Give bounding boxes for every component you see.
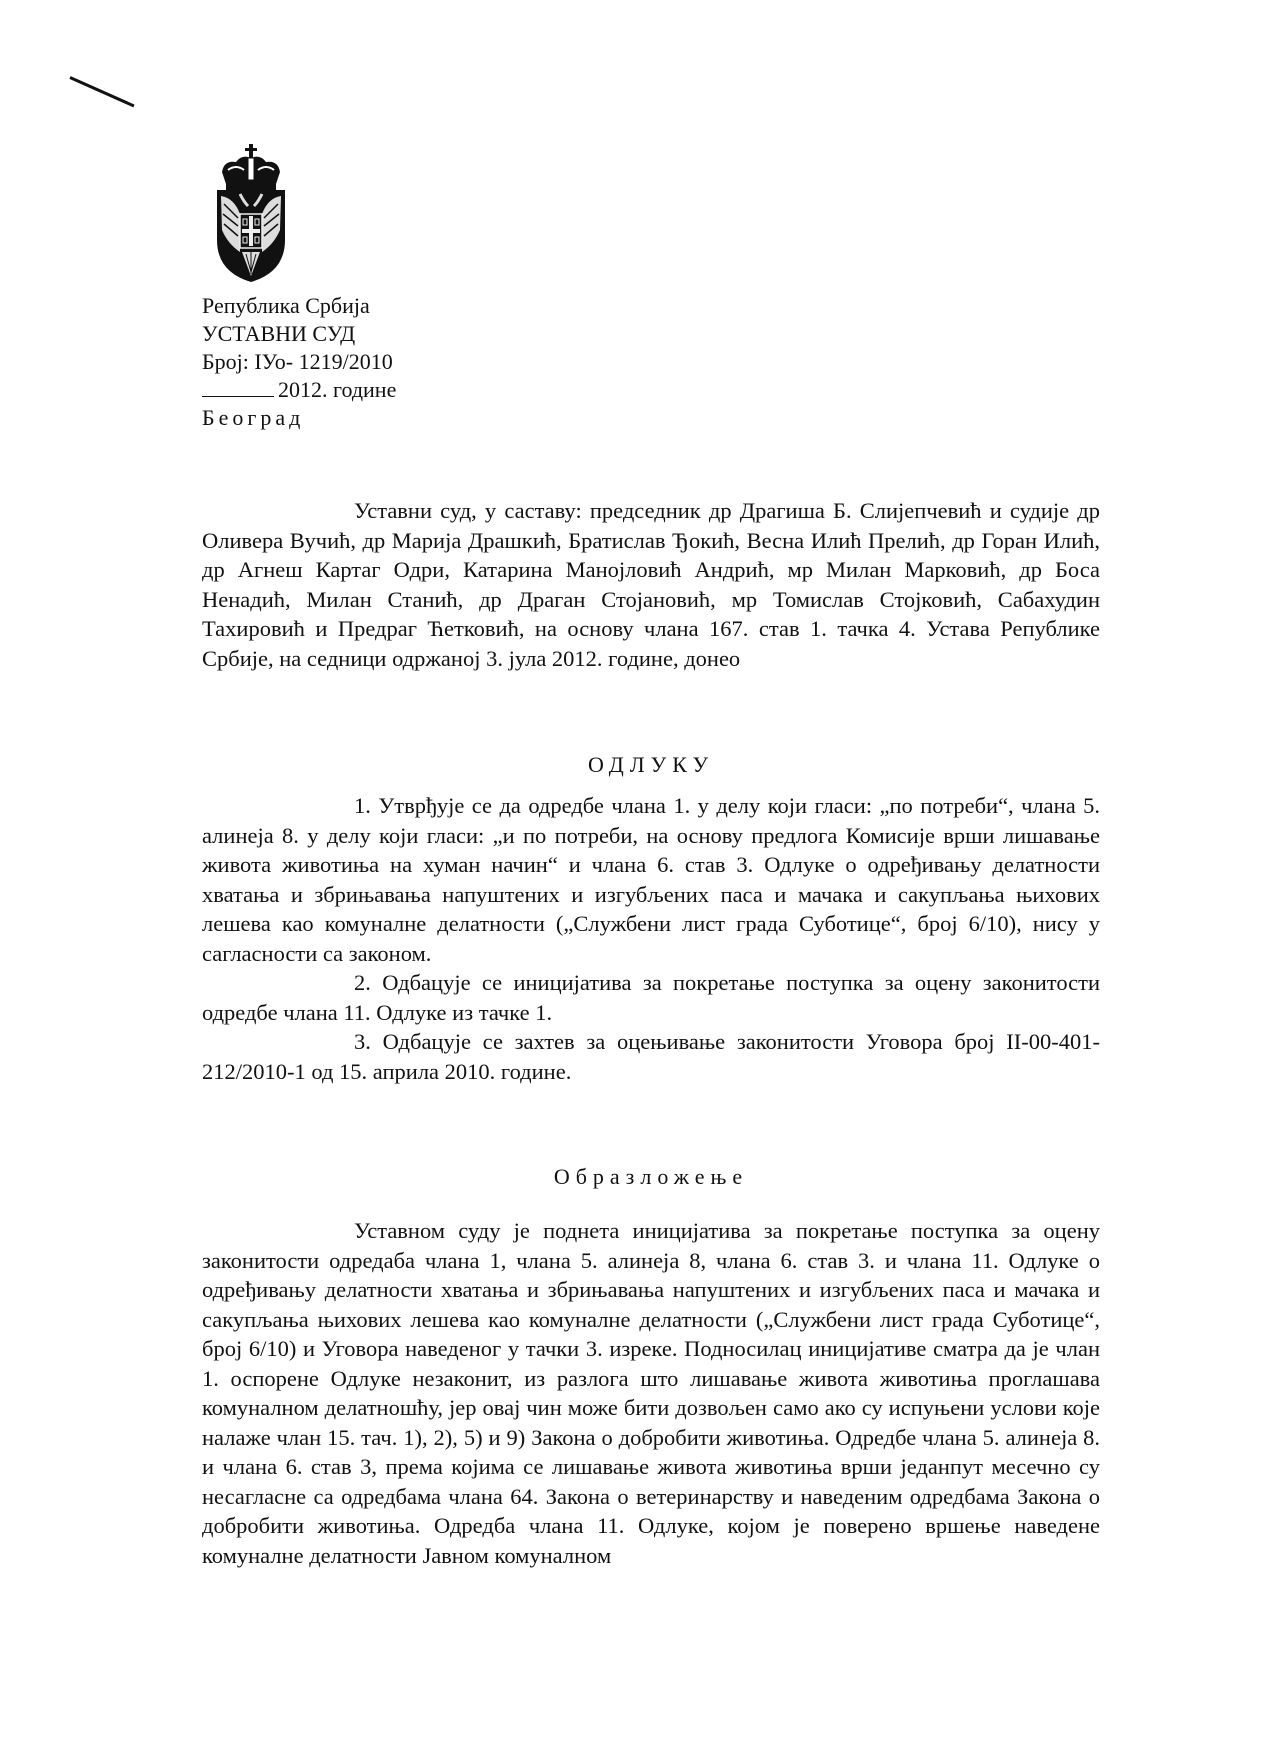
serbia-coat-of-arms-icon xyxy=(214,144,288,284)
country-name: Република Србија xyxy=(202,293,370,318)
date-blank xyxy=(202,378,274,397)
date-year: 2012. године xyxy=(278,377,397,402)
intro-paragraph: Уставни суд, у саставу: председник др Драгиша Б. Слијепчевић и судије др Оливера Вучић, др Марија Драшкић, Братислав Ђокић, Весна Илић Прелић, др Горан Илић, др Агнеш Картаг Одри, Катарина Манојловић Андрић, мр Милан Марковић, др Боса Ненадић, Милан Станић, др Драган Стојановић, мр Томислав Стојковић, Сабахудин Тахировић и Предраг Ћетковић, на основу члана 167. став 1. тачка 4. Устава Републике Србије, на седници одржаној 3. јула 2012. године, донео xyxy=(202,498,1100,671)
case-number: Број: IУо- 1219/2010 xyxy=(202,349,393,374)
reasoning-paragraph: Уставном суду је поднета иницијатива за покретање поступка за оцену законитости одредаба члана 1, члана 5. алинеја 8, члана 6. став 3. и члана 11. Одлуке о одређивању делатности хватања и збрињавања напуштених и изгубљених паса и мачака и сакупљања њихових лешева као комуналне делатности („Службени лист града Суботице“, број 6/10) и Уговора наведеног у тачки 3. изреке. Подносилац иницијативе сматра да је члан 1. оспорене Одлуке незаконит, из разлога што лишавање живота животиња проглашава комуналном делатношћу, јер овај чин може бити дозвољен само ако су испуњени услови које налаже члан 15. тач. 1), 2), 5) и 9) Закона о добробити животиња. Одредбе члана 5. алинеја 8. и члана 6. став 3, према којима се лишавање живота животиња врши једанпут месечно су несагласне са одредбама члана 64. Закона о ветеринарству и наведеним одредбама Закона о добробити животиња. Одредба члана 11. Одлуке, којом је поверено вршење наведене комуналне делатности Јавном комуналном xyxy=(202,1218,1100,1568)
decision-heading: ОДЛУКУ xyxy=(587,752,715,777)
decision-item-3: 3. Одбацује се захтев за оцењивање законитости Уговора број II-00-401-212/2010-1 од 15. априла 2010. године. xyxy=(202,1029,1100,1084)
date-line xyxy=(202,376,396,404)
reasoning-heading: Образложење xyxy=(553,1164,749,1189)
decision-item-2: 2. Одбацује се иницијатива за покретање поступка за оцену законитости одредбе члана 11. Одлуке из тачке 1. xyxy=(202,970,1100,1025)
scan-pen-mark xyxy=(69,76,134,107)
reasoning-section xyxy=(202,1216,1100,1570)
court-name: УСТАВНИ СУД xyxy=(202,321,356,346)
intro-section xyxy=(202,496,1100,673)
document-header xyxy=(202,292,396,432)
city-name: Београд xyxy=(202,405,305,430)
decision-section xyxy=(202,791,1100,1086)
decision-item-1: 1. Утврђује се да одредбе члана 1. у делу који гласи: „по потреби“, члана 5. алинеја 8. у делу који гласи: „и по потреби, на основу предлога Комисије врши лишавање живота животиња на хуман начин“ и члана 6. став 3. Одлуке о одређивању делатности хватања и збрињавања напуштених и изгубљених паса и мачака и сакупљања њихових лешева као комуналне делатности („Службени лист града Суботице“, број 6/10), нису у сагласности са законом. xyxy=(202,793,1100,966)
